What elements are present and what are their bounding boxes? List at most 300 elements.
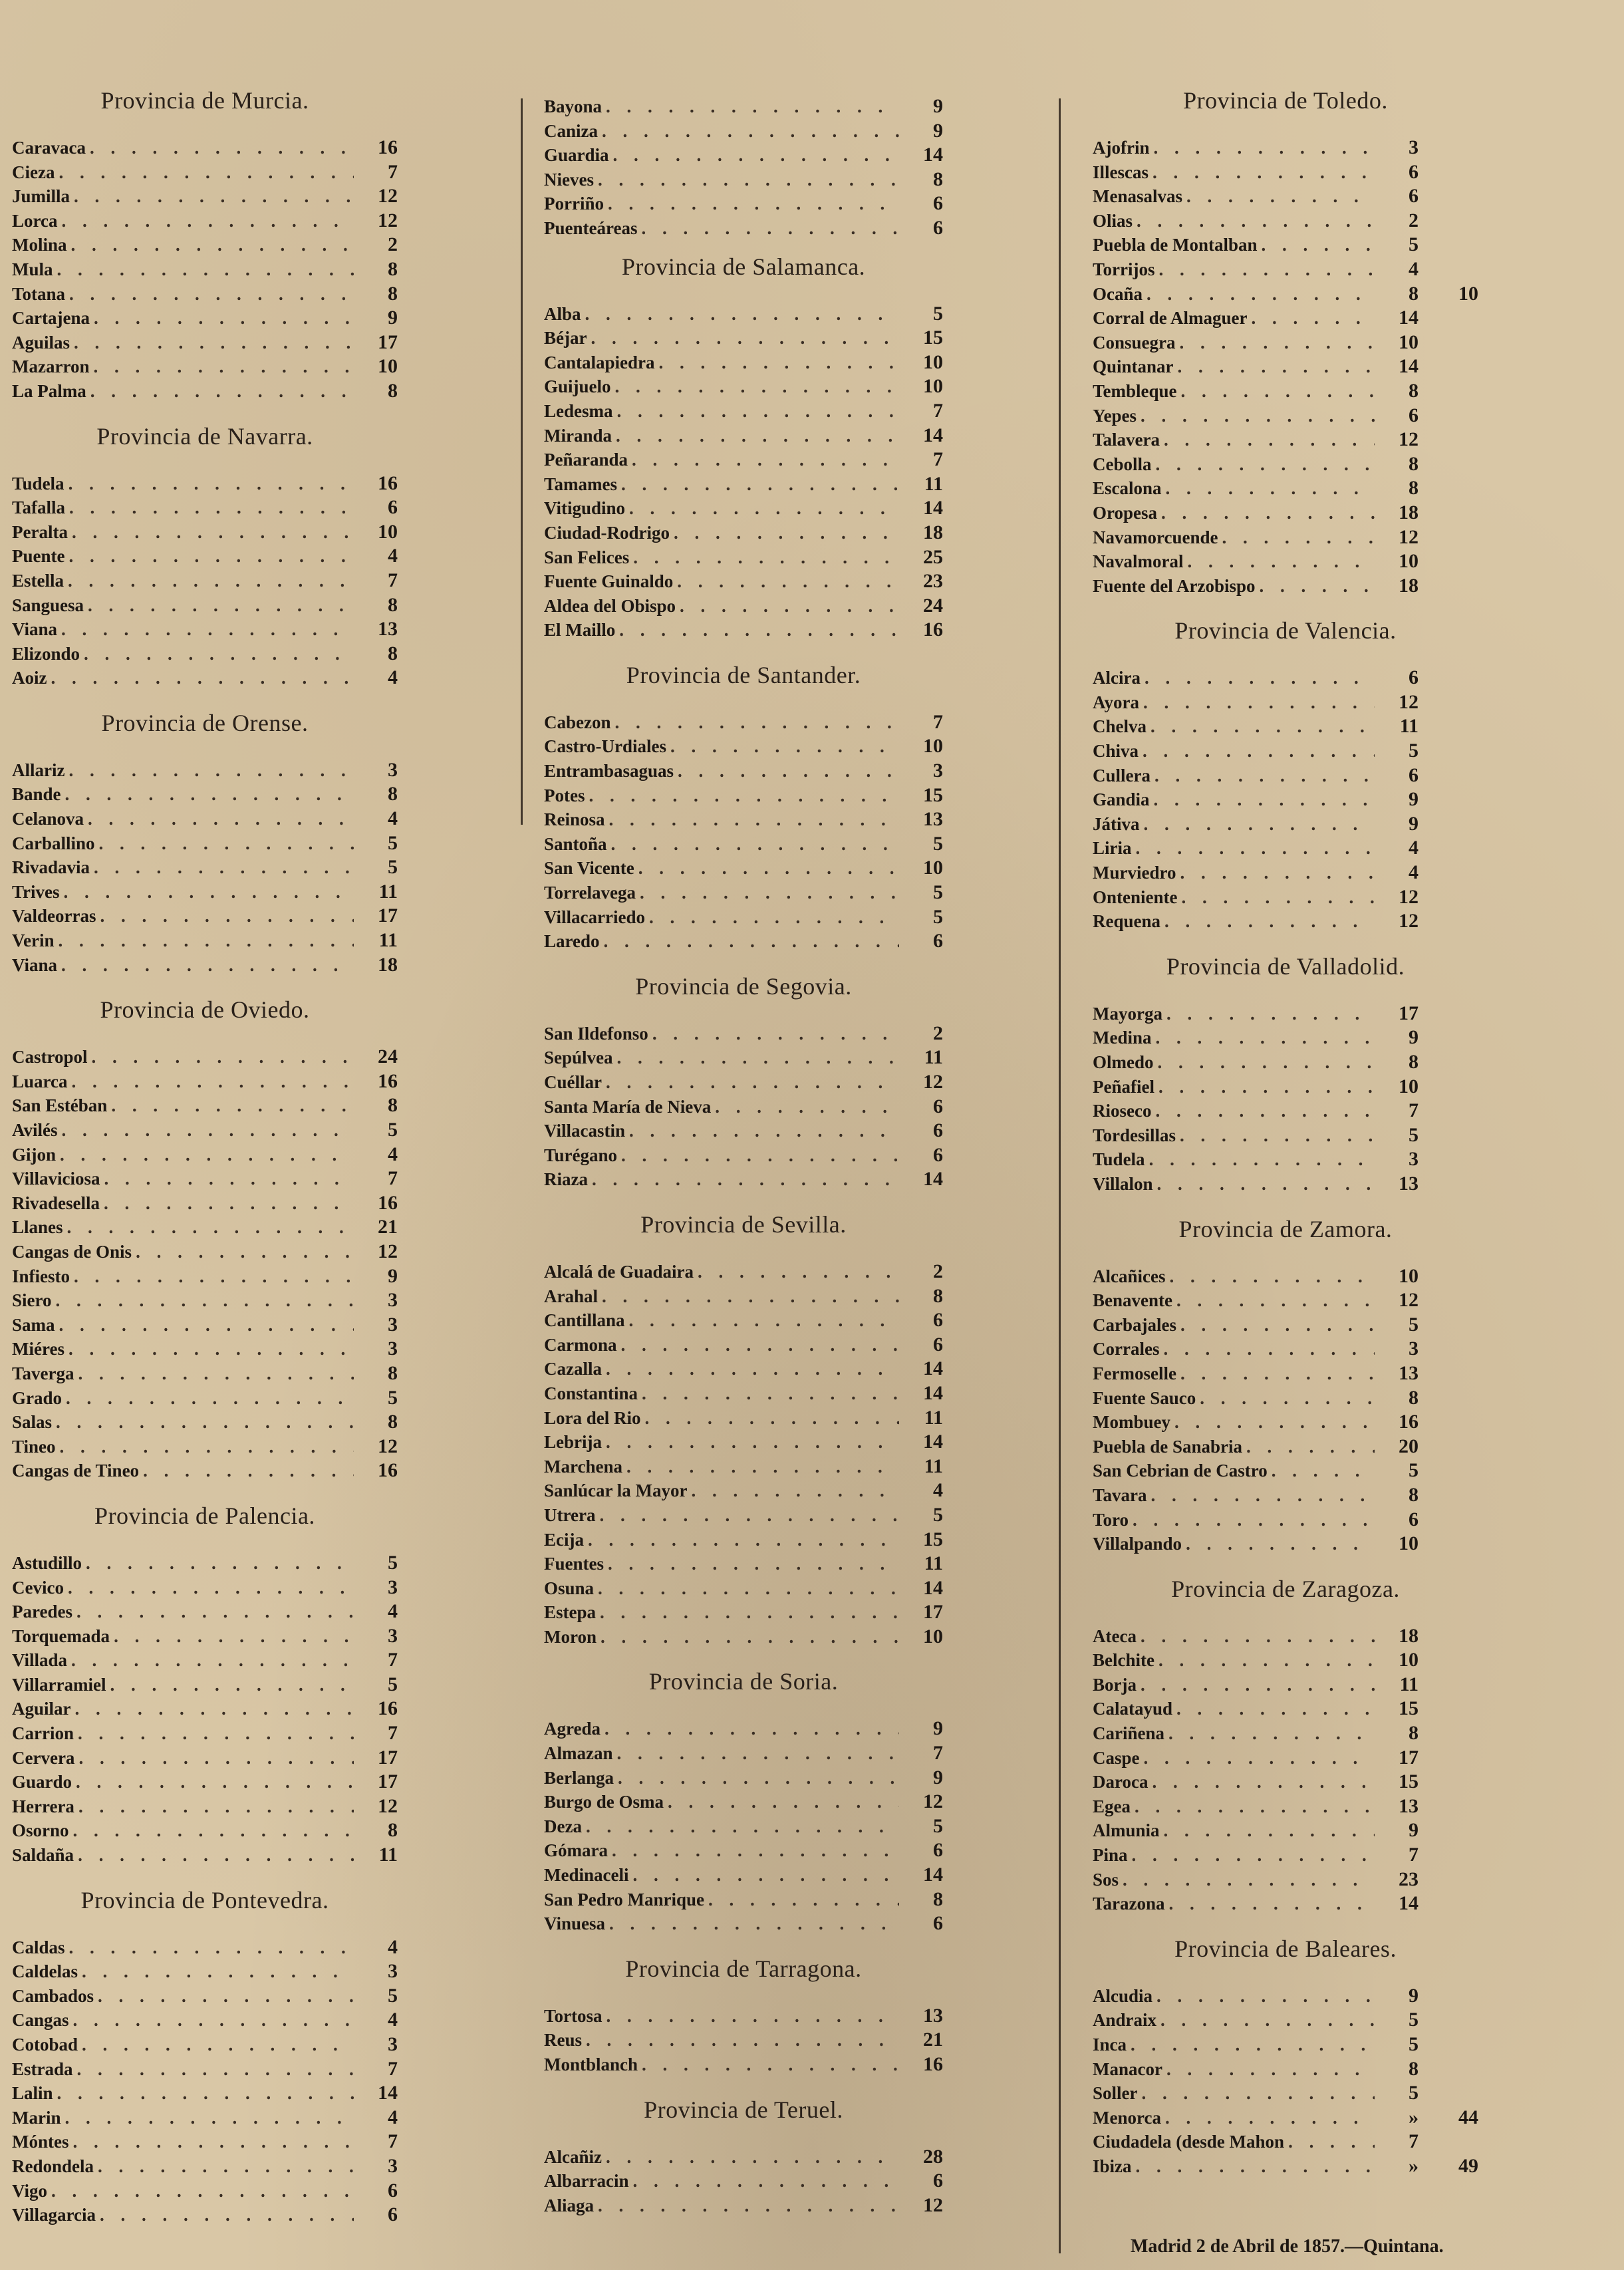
place-value: 23 [1399, 1868, 1419, 1890]
place-value: 7 [388, 160, 398, 183]
dot-leader [68, 1337, 354, 1361]
place-value: 10 [1399, 1649, 1419, 1671]
place-name: Ciudad-Rodrigo [544, 522, 670, 543]
dot-leader [1158, 1050, 1375, 1075]
place-value: 6 [1409, 764, 1419, 786]
place-value: 8 [388, 1411, 398, 1433]
dot-leader [78, 1843, 354, 1868]
dot-leader [1166, 2057, 1375, 2082]
list-item [1093, 1386, 1478, 1411]
place-name: Viana [12, 619, 58, 640]
dot-leader [602, 119, 899, 144]
dot-leader [598, 168, 899, 192]
place-value: 10 [923, 735, 943, 758]
list-item [12, 136, 398, 160]
place-value: 10 [378, 355, 398, 378]
dot-leader [78, 1721, 354, 1746]
dot-leader [63, 880, 354, 905]
place-value: 12 [1399, 525, 1419, 548]
dot-leader [60, 1435, 354, 1459]
list-item [12, 1143, 398, 1167]
place-name: Porriño [544, 194, 604, 214]
place-name: Alcañiz [544, 2146, 602, 2167]
place-value: 10 [923, 857, 943, 879]
place-name: Arahal [544, 1286, 598, 1306]
province-section [12, 1502, 398, 1868]
dot-leader [69, 282, 354, 307]
dot-leader [615, 374, 899, 399]
list-item [12, 544, 398, 569]
place-value: 18 [1399, 501, 1419, 523]
place-value: 16 [378, 1069, 398, 1092]
dot-leader [617, 399, 900, 424]
place-name: Totana [12, 283, 66, 304]
list-item [12, 209, 398, 233]
place-name: Menorca [1093, 2107, 1161, 2128]
place-value: 10 [1399, 1075, 1419, 1097]
list-item [544, 618, 943, 642]
place-name: Belchite [1093, 1650, 1154, 1671]
list-item [12, 1935, 398, 1960]
place-name: Miranda [544, 425, 612, 446]
place-value: 12 [378, 1240, 398, 1262]
dot-leader [633, 545, 899, 570]
list-item [12, 1069, 398, 1094]
dot-leader [588, 1528, 899, 1552]
place-value: 6 [933, 1309, 943, 1332]
dot-leader [611, 832, 899, 857]
list-item [544, 1333, 943, 1357]
list-item [544, 1022, 943, 1046]
dot-leader [608, 1552, 899, 1576]
dot-leader [612, 1838, 899, 1863]
list-item [544, 216, 943, 241]
dot-leader [68, 1576, 354, 1600]
dot-leader [82, 2033, 354, 2057]
dot-leader [1143, 739, 1375, 764]
place-value: 6 [388, 496, 398, 519]
list-item [544, 351, 943, 375]
place-value: 10 [1399, 550, 1419, 573]
dot-leader [57, 257, 354, 282]
place-name: Aldea del Obispo [544, 595, 676, 616]
place-value: 4 [1409, 837, 1419, 859]
place-value: 5 [388, 856, 398, 879]
list-item [1093, 355, 1478, 379]
list-item [12, 1746, 398, 1771]
place-value: 17 [1399, 1002, 1419, 1024]
dot-leader [1144, 1746, 1375, 1771]
place-name: Santoña [544, 833, 607, 854]
list-item [1093, 787, 1478, 812]
list-item [544, 1912, 943, 1936]
place-value: 7 [388, 569, 398, 591]
place-name: Bayona [544, 96, 603, 116]
dot-leader [1178, 355, 1375, 379]
dot-leader [69, 1935, 354, 1960]
list-item [544, 1381, 943, 1406]
place-value: 5 [388, 831, 398, 854]
dot-leader [62, 209, 354, 233]
list-item [12, 1624, 398, 1649]
place-name: Sama [12, 1314, 55, 1335]
dot-leader [1180, 331, 1375, 355]
place-name: San Pedro Manrique [544, 1889, 705, 1910]
place-value: 11 [378, 929, 398, 952]
place-name: Benavente [1093, 1290, 1172, 1311]
dot-leader [93, 355, 354, 379]
place-value: 9 [1409, 1984, 1419, 2007]
place-name: Onteniente [1093, 887, 1178, 907]
dot-leader [56, 1410, 354, 1435]
place-value: 7 [388, 2057, 398, 2080]
province-section [1093, 86, 1478, 598]
dot-leader [1152, 1770, 1375, 1794]
place-value: 5 [1409, 2033, 1419, 2055]
list-item [544, 1046, 943, 1070]
list-item [544, 1600, 943, 1625]
place-name: Potes [544, 785, 585, 805]
dot-leader [88, 593, 354, 618]
dot-leader [1136, 836, 1375, 861]
province-title: Provincia de Toledo. [1183, 87, 1388, 114]
dot-leader [59, 160, 354, 185]
place-name: Daroca [1093, 1772, 1149, 1792]
dot-leader [1147, 282, 1375, 307]
list-item [544, 759, 943, 783]
place-value: 8 [388, 257, 398, 280]
place-name: Medinaceli [544, 1865, 629, 1886]
place-name: Andraix [1093, 2010, 1157, 2031]
province-list [544, 1717, 943, 1935]
list-item [544, 2145, 943, 2170]
place-value: 8 [1409, 379, 1419, 402]
place-name: Reus [544, 2030, 583, 2051]
place-name: Cullera [1093, 765, 1150, 785]
list-item [544, 545, 943, 570]
province-section [12, 86, 398, 404]
dot-leader [606, 2145, 899, 2170]
list-item [544, 594, 943, 619]
list-item [12, 1240, 398, 1264]
place-value: 3 [1409, 1148, 1419, 1171]
dot-leader [90, 379, 354, 404]
list-item [12, 1337, 398, 1361]
place-name: Chiva [1093, 741, 1139, 762]
dot-leader [1164, 1818, 1375, 1843]
place-name: Cartajena [12, 308, 90, 329]
dot-leader [1180, 1313, 1375, 1338]
dot-leader [1154, 764, 1375, 788]
place-value: 6 [933, 2170, 943, 2192]
place-value: 16 [923, 619, 943, 641]
place-name: Albarracin [544, 2171, 629, 2192]
place-value: 3 [388, 1338, 398, 1360]
place-value: 4 [1409, 257, 1419, 280]
dot-leader [715, 1095, 899, 1119]
dot-leader [598, 2194, 899, 2218]
list-item [12, 807, 398, 831]
place-name: Puenteáreas [544, 217, 638, 238]
place-value: 4 [388, 2009, 398, 2031]
place-name: Moron [544, 1626, 597, 1647]
place-value: 9 [933, 1766, 943, 1788]
province-title: Provincia de Tarragona. [625, 1955, 862, 1982]
place-name: Tembleque [1093, 380, 1177, 401]
place-value: 14 [923, 144, 943, 166]
place-value: 4 [388, 545, 398, 567]
place-name: Redondela [12, 2156, 94, 2176]
list-item [12, 569, 398, 593]
place-name: Carrion [12, 1723, 74, 1744]
province-section [544, 1210, 943, 1649]
place-name: Mula [12, 259, 53, 279]
place-name: Pina [1093, 1845, 1128, 1866]
place-value: 11 [924, 1046, 943, 1069]
list-item [544, 374, 943, 399]
place-value: 9 [388, 1264, 398, 1287]
dot-leader [678, 759, 899, 783]
place-value: 6 [388, 2203, 398, 2226]
place-value: 12 [378, 1794, 398, 1817]
dot-leader [1165, 2106, 1375, 2130]
place-name: Miéres [12, 1339, 65, 1359]
place-name: Carballino [12, 833, 95, 853]
place-name: Vitigudino [544, 498, 626, 519]
place-name: Bande [12, 784, 61, 805]
place-name: Cangas [12, 2010, 69, 2031]
dot-leader [1169, 1892, 1375, 1916]
dot-leader [68, 758, 354, 783]
list-item [1093, 1532, 1478, 1556]
dot-leader [607, 2004, 899, 2029]
dot-leader [1156, 452, 1375, 477]
place-value: 2 [388, 233, 398, 256]
list-item [1093, 379, 1478, 404]
dot-leader [1157, 1172, 1375, 1197]
dot-leader [1158, 1648, 1375, 1673]
place-value: 14 [923, 497, 943, 519]
dot-leader [72, 520, 354, 545]
dot-leader [59, 928, 354, 953]
place-name: Ibiza [1093, 2156, 1132, 2176]
dot-leader [99, 831, 354, 856]
dot-leader [90, 136, 354, 160]
place-value: 10 [923, 375, 943, 398]
list-item [12, 2203, 398, 2227]
dot-leader [1152, 160, 1375, 185]
place-value: 17 [378, 1771, 398, 1793]
place-name: Fuentes [544, 1554, 604, 1574]
dot-leader [94, 855, 354, 880]
place-value: 12 [923, 1071, 943, 1093]
list-item [1093, 1770, 1478, 1794]
place-value: 3 [1409, 1338, 1419, 1360]
province-title: Provincia de Teruel. [644, 2096, 843, 2123]
place-value: 6 [1409, 666, 1419, 689]
place-value: 3 [1409, 136, 1419, 158]
dot-leader [69, 496, 354, 520]
dot-leader [606, 1070, 899, 1095]
place-name: Astudillo [12, 1552, 82, 1573]
place-value: 14 [923, 1381, 943, 1404]
place-value: 6 [933, 1839, 943, 1862]
place-value: 8 [1409, 1483, 1419, 1506]
place-value: 8 [1409, 1722, 1419, 1745]
list-item [12, 496, 398, 520]
list-item [12, 2057, 398, 2082]
dot-leader [645, 1406, 900, 1431]
province-section [544, 1955, 943, 2077]
place-value: 6 [1409, 160, 1419, 183]
dot-leader [59, 1313, 354, 1338]
province-title: Provincia de Oviedo. [100, 996, 310, 1024]
place-name: Cangas de Onis [12, 1241, 132, 1262]
place-name: Osorno [12, 1820, 69, 1841]
place-value: 2 [933, 1260, 943, 1282]
list-item [12, 1313, 398, 1338]
column-rule-right [1059, 98, 1061, 2253]
place-name: Siero [12, 1290, 52, 1311]
dot-leader [136, 1240, 354, 1264]
list-item [544, 1167, 943, 1192]
list-item [1093, 836, 1478, 861]
list-item [544, 2169, 943, 2194]
place-value: 20 [1399, 1435, 1419, 1457]
place-name: Villarramiel [12, 1674, 106, 1695]
place-value: 12 [1399, 910, 1419, 932]
place-name: Estrada [12, 2058, 73, 2079]
list-item [1093, 2057, 1478, 2082]
list-item [12, 233, 398, 257]
place-name: Rivadavia [12, 857, 90, 878]
list-item [12, 1648, 398, 1673]
place-value: 9 [1409, 1026, 1419, 1049]
province-section [1093, 617, 1478, 934]
province-list [1093, 1984, 1478, 2179]
list-item [544, 905, 943, 930]
list-item [12, 1167, 398, 1191]
place-value: 16 [378, 1459, 398, 1482]
place-name: Montblanch [544, 2055, 638, 2074]
place-name: Tudela [12, 473, 65, 494]
province-list [544, 1022, 943, 1192]
place-name: Cabezon [544, 712, 611, 732]
place-name: Olmedo [1093, 1052, 1154, 1072]
place-name: Marin [12, 2107, 61, 2128]
province-title: Provincia de Sevilla. [640, 1210, 847, 1238]
place-value: 17 [378, 905, 398, 927]
dot-leader [633, 2169, 900, 2194]
list-item [544, 424, 943, 448]
list-item [544, 807, 943, 832]
list-item [12, 1673, 398, 1697]
place-name: Talavera [1093, 430, 1160, 450]
place-value: 7 [1409, 1099, 1419, 1122]
list-item [544, 1814, 943, 1839]
place-value: 6 [933, 1095, 943, 1117]
place-value: » [1409, 2154, 1419, 2177]
dot-leader [92, 1045, 354, 1069]
place-value: 4 [388, 807, 398, 830]
dot-leader [1163, 1337, 1375, 1361]
list-item [1093, 1264, 1478, 1289]
place-name: Tortosa [544, 2005, 603, 2026]
dot-leader [68, 569, 354, 593]
list-item [544, 1284, 943, 1309]
dot-leader [674, 521, 899, 545]
place-name: Requena [1093, 911, 1161, 932]
province-list [544, 710, 943, 954]
place-name: Villalpando [1093, 1534, 1182, 1554]
list-item [1093, 1147, 1478, 1172]
place-value: 14 [923, 1168, 943, 1191]
place-name: Mombuey [1093, 1412, 1170, 1433]
dot-leader [1135, 1794, 1375, 1819]
list-item [12, 2154, 398, 2179]
list-item [12, 953, 398, 978]
place-value: 12 [923, 1790, 943, 1813]
dot-leader [104, 1167, 354, 1191]
place-name: Cotobad [12, 2035, 78, 2055]
list-item [12, 758, 398, 783]
dot-leader [65, 782, 354, 807]
place-extra-value: 49 [1458, 2154, 1478, 2177]
place-value: 14 [923, 1864, 943, 1886]
list-item [1093, 2154, 1478, 2179]
list-item [544, 168, 943, 192]
list-item [1093, 1624, 1478, 1649]
list-item [544, 1143, 943, 1168]
place-value: 5 [933, 1814, 943, 1837]
place-extra-value: 10 [1458, 282, 1478, 305]
place-name: Navamorcuende [1093, 527, 1218, 547]
place-name: Almunia [1093, 1820, 1160, 1841]
place-name: Soller [1093, 2083, 1138, 2104]
province-list [1093, 666, 1478, 934]
place-value: 15 [1399, 1771, 1419, 1793]
place-value: 24 [923, 594, 943, 617]
dot-leader [1161, 501, 1375, 525]
place-value: 11 [378, 1844, 398, 1866]
place-value: 14 [923, 1357, 943, 1380]
list-item [12, 1818, 398, 1843]
place-value: 5 [1409, 1313, 1419, 1336]
place-value: 12 [378, 1435, 398, 1457]
list-item [1093, 525, 1478, 550]
list-item [544, 1741, 943, 1766]
dot-leader [1154, 787, 1375, 812]
place-value: 5 [1409, 2082, 1419, 2104]
place-name: Guijuelo [544, 376, 611, 397]
place-value: 5 [1409, 2009, 1419, 2031]
dot-leader [613, 143, 899, 168]
place-name: Tineo [12, 1436, 56, 1457]
place-name: Verin [12, 930, 55, 951]
list-item [12, 880, 398, 905]
province-section [544, 1667, 943, 1935]
list-item [1093, 160, 1478, 185]
list-item [12, 1459, 398, 1483]
place-value: 5 [933, 1503, 943, 1526]
dot-leader [641, 216, 899, 241]
list-item [544, 2194, 943, 2218]
dot-leader [71, 1648, 354, 1673]
list-item [12, 904, 398, 928]
dot-leader [619, 618, 899, 642]
place-value: 18 [378, 953, 398, 976]
list-item [544, 569, 943, 594]
